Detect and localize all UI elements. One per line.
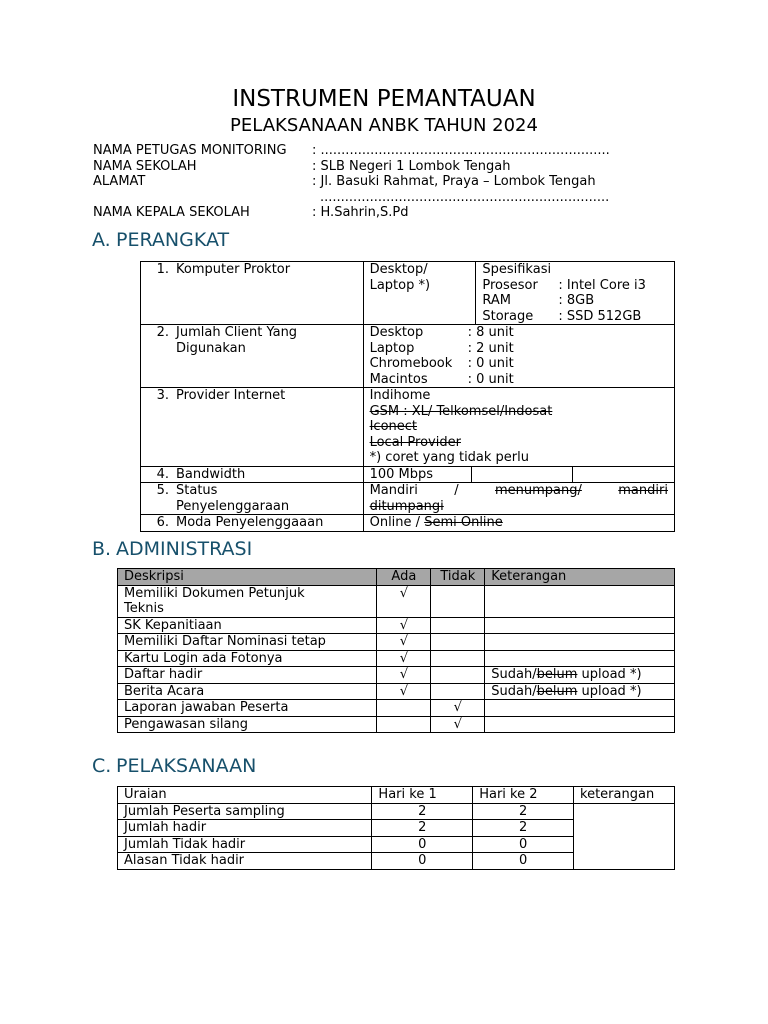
table-row	[118, 683, 675, 700]
ada-check: √	[377, 617, 431, 634]
ada-check: √	[377, 683, 431, 700]
hari1-cell: 0	[372, 853, 473, 870]
ada-check: √	[377, 667, 431, 684]
deskripsi-cell: Kartu Login ada Fotonya	[118, 650, 377, 667]
uraian-cell: Jumlah Tidak hadir	[118, 836, 372, 853]
pelaksanaan-table	[117, 786, 675, 870]
alamat-label: ALAMAT	[93, 174, 146, 189]
perangkat-type-cell	[363, 262, 476, 325]
bandwidth-value: 100 Mbps	[364, 467, 472, 483]
table-row	[141, 325, 675, 388]
deskripsi-cell: Daftar hadir	[118, 667, 377, 684]
keterangan-struck: belum	[536, 683, 578, 699]
tidak-check: √	[431, 700, 485, 717]
perangkat-table	[140, 261, 675, 532]
keterangan-cell	[485, 716, 675, 733]
spec-key: RAM	[482, 293, 511, 308]
kepala-label: NAMA KEPALA SEKOLAH	[93, 205, 250, 220]
row-number: 6.	[156, 515, 169, 530]
petugas-label: NAMA PETUGAS MONITORING	[93, 143, 287, 158]
client-key: Laptop	[369, 340, 415, 356]
document-title: INSTRUMEN PEMANTAUAN	[232, 86, 536, 112]
sekolah-label: NAMA SEKOLAH	[93, 158, 197, 174]
keterangan-cell	[485, 700, 675, 717]
deskripsi-cell: SK Kepanitiaan	[118, 617, 377, 634]
table-row	[118, 667, 675, 684]
deskripsi-cell: Pengawasan silang	[118, 716, 377, 733]
perangkat-item: Komputer Proktor	[176, 262, 291, 277]
table-row	[118, 716, 675, 733]
tidak-check: √	[431, 716, 485, 733]
ada-check: √	[377, 634, 431, 651]
perangkat-item: Jumlah Client Yang	[176, 325, 298, 340]
deskripsi-cell	[118, 585, 377, 617]
bandwidth-blank	[472, 467, 573, 483]
status-cell	[363, 483, 674, 515]
perangkat-item-cell	[141, 466, 364, 483]
perangkat-item-cell	[141, 325, 364, 388]
keterangan-cell	[485, 650, 675, 667]
hari2-cell: 2	[473, 803, 574, 820]
table-row	[141, 515, 675, 532]
section-b-heading	[92, 538, 252, 560]
column-header-uraian: Uraian	[118, 787, 372, 804]
row-number: 4.	[156, 466, 169, 482]
provider-option-struck: Iconect	[369, 419, 418, 434]
keterangan-cell	[485, 617, 675, 634]
keterangan-text: upload *)	[577, 683, 642, 699]
perangkat-item-cell	[141, 483, 364, 515]
uraian-cell: Alasan Tidak hadir	[118, 853, 372, 870]
uraian-cell: Jumlah hadir	[118, 820, 372, 837]
status-separator: /	[454, 483, 459, 498]
section-a-heading	[92, 229, 229, 251]
section-a-number: A.	[92, 229, 111, 251]
client-key: Macintos	[369, 371, 428, 387]
row-number: 3.	[156, 388, 169, 403]
moda-option: Online /	[369, 515, 421, 530]
table-row	[141, 388, 675, 467]
client-value: : 8 unit	[467, 325, 514, 340]
column-header-keterangan: Keterangan	[485, 569, 675, 586]
ada-check	[377, 700, 431, 717]
tidak-check	[431, 667, 485, 684]
keterangan-cell	[485, 634, 675, 651]
column-header-hari2: Hari ke 2	[473, 787, 574, 804]
deskripsi-cell: Berita Acara	[118, 683, 377, 700]
column-header-ada: Ada	[377, 569, 431, 586]
keterangan-merged-cell	[574, 803, 675, 869]
perangkat-item: Provider Internet	[176, 388, 286, 403]
hari2-cell: 2	[473, 820, 574, 837]
table-row	[118, 803, 675, 820]
sekolah-value: : SLB Negeri 1 Lombok Tengah	[312, 158, 511, 174]
section-c-heading	[92, 755, 256, 777]
perangkat-item: Penyelenggaraan	[176, 498, 290, 514]
tidak-check	[431, 683, 485, 700]
section-b-number: B.	[92, 538, 112, 560]
alamat-value: : Jl. Basuki Rahmat, Praya – Lombok Tengah	[312, 174, 596, 189]
section-b-title: ADMINISTRASI	[116, 538, 253, 560]
client-count-cell	[363, 325, 674, 388]
perangkat-spec-cell	[476, 262, 675, 325]
deskripsi-cell: Laporan jawaban Peserta	[118, 700, 377, 717]
provider-option: Indihome	[369, 388, 431, 403]
client-key: Chromebook	[369, 356, 453, 371]
section-c-number: C.	[92, 755, 112, 777]
petugas-value: : ......................................................................	[312, 143, 610, 158]
bandwidth-cell	[363, 466, 674, 483]
perangkat-item-cell	[141, 515, 364, 532]
type-line: Laptop *)	[369, 277, 431, 293]
spec-key: Prosesor	[482, 277, 538, 293]
status-option: Mandiri	[369, 483, 418, 498]
row-number: 2.	[156, 325, 169, 340]
status-option-struck: menumpang/	[494, 483, 582, 498]
keterangan-text: Sudah/	[491, 667, 537, 682]
client-key: Desktop	[369, 325, 424, 340]
spec-title: Spesifikasi	[482, 262, 552, 277]
row-number: 5.	[156, 483, 169, 498]
table-row	[141, 466, 675, 483]
keterangan-cell	[485, 667, 675, 684]
spec-value: : 8GB	[558, 293, 595, 308]
spec-value: : Intel Core i3	[558, 277, 646, 293]
client-value: : 0 unit	[467, 371, 514, 387]
ada-check: √	[377, 585, 431, 617]
hari1-cell: 2	[372, 803, 473, 820]
keterangan-cell	[485, 683, 675, 700]
deskripsi-text: Memiliki Dokumen Petunjuk	[124, 585, 305, 601]
keterangan-text: Sudah/	[491, 683, 537, 699]
perangkat-item-cell	[141, 262, 364, 325]
hari1-cell: 0	[372, 836, 473, 853]
moda-option-struck: Semi Online	[424, 515, 503, 530]
table-header-row	[118, 569, 675, 586]
tidak-check	[431, 617, 485, 634]
table-row	[118, 634, 675, 651]
hari2-cell: 0	[473, 853, 574, 870]
deskripsi-cell: Memiliki Daftar Nominasi tetap	[118, 634, 377, 651]
moda-cell	[363, 515, 674, 532]
hari2-cell: 0	[473, 836, 574, 853]
keterangan-cell	[485, 585, 675, 617]
tidak-check	[431, 650, 485, 667]
perangkat-item: Status	[176, 483, 218, 498]
type-line: Desktop/	[369, 262, 428, 277]
status-option-struck: mandiri	[618, 483, 668, 498]
hari1-cell: 2	[372, 820, 473, 837]
column-header-deskripsi: Deskripsi	[118, 569, 377, 586]
table-row	[141, 483, 675, 515]
administrasi-table	[117, 568, 675, 733]
provider-option-struck: Local Provider	[369, 434, 461, 450]
status-option-struck: ditumpangi	[369, 498, 444, 514]
table-row	[118, 585, 675, 617]
perangkat-item-cell	[141, 388, 364, 467]
table-row	[118, 650, 675, 667]
document-subtitle: PELAKSANAAN ANBK TAHUN 2024	[230, 115, 538, 136]
ada-check	[377, 716, 431, 733]
uraian-cell: Jumlah Peserta sampling	[118, 803, 372, 820]
bandwidth-blank	[573, 467, 674, 483]
keterangan-text: upload *)	[577, 667, 642, 682]
section-c-title: PELAKSANAAN	[116, 755, 257, 777]
tidak-check	[431, 634, 485, 651]
provider-option-struck: GSM : XL/ Telkomsel/Indosat	[369, 403, 553, 419]
info-block	[93, 143, 610, 221]
provider-cell	[363, 388, 674, 467]
table-header-row	[118, 787, 675, 804]
perangkat-item: Bandwidth	[176, 466, 246, 482]
deskripsi-text: Teknis	[124, 601, 164, 616]
kepala-value: : H.Sahrin,S.Pd	[312, 205, 409, 220]
table-row	[118, 700, 675, 717]
keterangan-struck: belum	[536, 667, 578, 682]
table-row	[118, 617, 675, 634]
section-a-title: PERANGKAT	[116, 229, 230, 251]
alamat-value-continued: ......................................................................	[320, 189, 610, 205]
tidak-check	[431, 585, 485, 617]
client-value: : 2 unit	[467, 340, 514, 356]
table-row	[141, 262, 675, 325]
spec-key: Storage	[482, 308, 534, 324]
column-header-keterangan: keterangan	[574, 787, 675, 804]
column-header-tidak: Tidak	[431, 569, 485, 586]
column-header-hari1: Hari ke 1	[372, 787, 473, 804]
perangkat-item: Moda Penyelenggaaan	[176, 515, 324, 530]
ada-check: √	[377, 650, 431, 667]
perangkat-item: Digunakan	[176, 340, 246, 356]
provider-note: *) coret yang tidak perlu	[369, 450, 530, 465]
row-number: 1.	[156, 262, 169, 277]
client-value: : 0 unit	[467, 356, 514, 371]
spec-value: : SSD 512GB	[558, 308, 642, 324]
